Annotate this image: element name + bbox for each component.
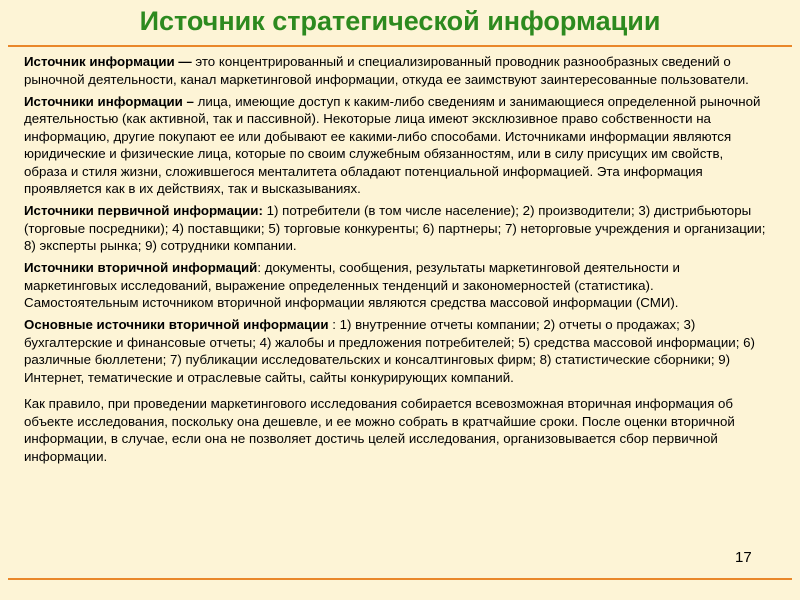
page-number: 17	[735, 549, 752, 566]
paragraph-secondary-sources	[24, 259, 769, 312]
paragraph-closing: Как правило, при проведении маркетингового исследования собирается всевозможная вторичная информация об объекте исследования, поскольку она дешевле, и ее можно собрать в кратчайшие сроки. После оценки вторичной информации, в случае, если она не позволяет достичь целей исследования, организовывается сбор первичной информации.	[24, 396, 735, 464]
top-divider	[8, 45, 792, 47]
paragraph-definition	[24, 53, 769, 88]
paragraph-term: Источники вторичной информаций	[24, 260, 258, 275]
paragraph-text: : документы, сообщения, результаты маркетинговой деятельности и маркетинговых исследований, выражение определенных тенденций и закономерностей (статистика). Самостоятельным источником вторичной информации являются средства массовой информации (СМИ).	[24, 260, 680, 310]
paragraph-sources	[24, 93, 769, 198]
paragraph-text: это концентрированный и специализированный проводник разнообразных сведений о рыночной деятельности, канал маркетинговой информации, откуда ее заимствуют заинтересованные пользователи.	[24, 54, 749, 87]
slide-title: Источник стратегической информации	[139, 6, 661, 36]
paragraph-term: Основные источники вторичной информации	[24, 317, 329, 332]
paragraph-term: Источники информации –	[24, 93, 194, 109]
paragraph-main-secondary-sources	[24, 316, 769, 386]
paragraph-term: Источники первичной информации:	[24, 203, 263, 218]
paragraph-primary-sources	[24, 202, 769, 255]
paragraph-term: Источник информации —	[24, 54, 192, 69]
paragraph-text: : 1) внутренние отчеты компании; 2) отчеты о продажах; 3) бухгалтерские и финансовые отчеты; 4) жалобы и предложения потребителей; 5) средства массовой информации; 6) различные бюллетени; 7) публикации исследовательских и консалтинговых фирм; 8) статистические сборники; 9) Интернет, тематические и отраслевые сайты, сайты конкурирующих компаний.	[24, 317, 755, 385]
paragraph-text: 1) потребители (в том числе население); 2) производители; 3) дистрибьюторы (торговые посредники); 4) поставщики; 5) торговые конкуренты; 6) партнеры; 7) неторговые учреждения и организации; 8) эксперты рынка; 9) сотрудники компании.	[24, 203, 766, 253]
paragraph-text: лица, имеющие доступ к каким-либо сведениям и занимающиеся определенной рыночной деятельностью (как активной, так и пассивной). Некоторые лица имеют эксклюзивное право собственности на информацию, другие покупают ее или добывают ее какими-либо способами. Источниками информации являются юридические и физические лица, которые по своим служебным обязанностям, или в силу присущих им свойств, образа и стиля жизни, сложившегося менталитета обладают потенциальной информацией. Эта информация проявляется как в их действиях, так и высказываниях.	[24, 93, 761, 196]
bottom-divider	[8, 578, 792, 580]
slide-body	[24, 53, 769, 470]
